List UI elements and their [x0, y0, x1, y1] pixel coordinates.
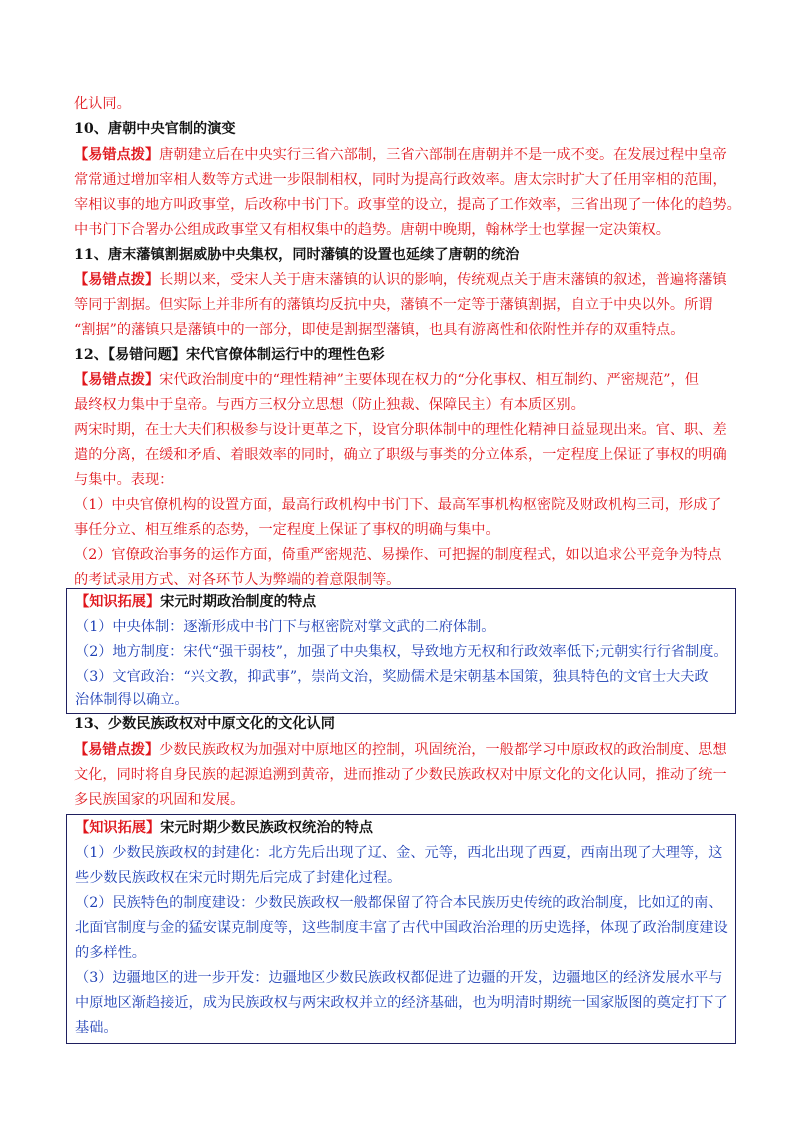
- tip-tag: 【易错点拨】: [74, 372, 160, 388]
- section-heading-12: 12、【易错问题】宋代官僚体制运行中的理性色彩: [74, 347, 385, 363]
- text-line: 文化，同时将自身民族的起源追溯到黄帝，进而推动了少数民族政权对中原文化的文化认同，推动了统一: [74, 767, 727, 783]
- text-line: 【易错点拨】唐朝建立后在中央实行三省六部制，三省六部制在唐朝并不是一成不变。在发展过程中皇帝: [74, 147, 727, 163]
- knowledge-box-song-yuan-politics: [66, 588, 736, 714]
- section-heading-13: 13、少数民族政权对中原文化的文化认同: [74, 716, 335, 732]
- box-line: （3）边疆地区的进一步开发：边疆地区少数民族政权都促进了边疆的开发，边疆地区的经济发展水平与: [75, 970, 723, 986]
- text-line: 事任分立、相互维系的态势，一定程度上保证了事权的明确与集中。: [74, 522, 500, 538]
- box-line: （1）中央体制：逐渐形成中书门下与枢密院对掌文武的二府体制。: [75, 619, 496, 635]
- box-line: （2）地方制度：宋代“强干弱枝”，加强了中央集权，导致地方无权和行政效率低下;元朝实行行省制度。: [75, 644, 728, 660]
- box-line: 些少数民族政权在宋元时期先后完成了封建化过程。: [75, 870, 402, 886]
- text-line: 最终权力集中于皇帝。与西方三权分立思想（防止独裁、保障民主）有本质区别。: [74, 397, 585, 413]
- text-line: 化认同。: [74, 96, 131, 112]
- box-line: （2）民族特色的制度建设：少数民族政权一般都保留了符合本民族历史传统的政治制度，比如辽的南、: [75, 895, 723, 911]
- box-line: 治体制得以确立。: [75, 692, 189, 708]
- text-line: “割据”的藩镇只是藩镇中的一部分，即使是割据型藩镇，也具有游离性和依附性并存的双重特点。: [74, 322, 685, 338]
- text-line: 【易错点拨】少数民族政权为加强对中原地区的控制，巩固统治，一般都学习中原政权的政治制度、思想: [74, 742, 727, 758]
- tip-tag: 【易错点拨】: [74, 742, 160, 758]
- box-line: 北面官制度与金的猛安谋克制度等，这些制度丰富了古代中国政治治理的历史选择，体现了政治制度建设: [75, 920, 728, 936]
- tip-tag: 【易错点拨】: [74, 272, 160, 288]
- box-line: （1）少数民族政权的封建化：北方先后出现了辽、金、元等，西北出现了西夏，西南出现了大理等，这: [75, 845, 723, 861]
- knowledge-tag: 【知识拓展】: [75, 820, 161, 836]
- section-heading-10: 10、唐朝中央官制的演变: [74, 121, 236, 137]
- text-line: 多民族国家的巩固和发展。: [74, 792, 245, 808]
- box-title: 【知识拓展】宋元时期少数民族政权统治的特点: [75, 820, 373, 836]
- text-line: （1）中央官僚机构的设置方面，最高行政机构中书门下、最高军事机构枢密院及财政机构三司，形成了: [74, 497, 722, 513]
- box-line: 基础。: [75, 1020, 118, 1036]
- text-line: 等同于割据。但实际上并非所有的藩镇均反抗中央，藩镇不一定等于藩镇割据，自立于中央以外。所谓: [74, 297, 713, 313]
- text-line: 【易错点拨】长期以来，受宋人关于唐末藩镇的认识的影响，传统观点关于唐末藩镇的叙述，普遍将藩镇: [74, 272, 727, 288]
- text-line: 常常通过增加宰相人数等方式进一步限制相权，同时为提高行政效率。唐太宗时扩大了任用宰相的范围，: [74, 172, 727, 188]
- tip-tag: 【易错点拨】: [74, 147, 160, 163]
- text-line: 与集中。表现：: [74, 472, 174, 488]
- box-line: （3）文官政治：“兴文教，抑武事”，崇尚文治，奖励儒术是宋朝基本国策，独具特色的文官士大夫政: [75, 669, 709, 685]
- text-line: 【易错点拨】宋代政治制度中的“理性精神”主要体现在权力的“分化事权、相互制约、严密规范”，但: [74, 372, 699, 388]
- section-heading-11: 11、唐末藩镇割据威胁中央集权，同时藩镇的设置也延续了唐朝的统治: [74, 247, 520, 263]
- knowledge-tag: 【知识拓展】: [75, 594, 161, 610]
- text-line: 中书门下合署办公组成政事堂又有相权集中的趋势。唐朝中晚期，翰林学士也掌握一定决策权。: [74, 222, 670, 238]
- text-line: 遣的分离，在缓和矛盾、着眼效率的同时，确立了职级与事类的分立体系，一定程度上保证了事权的明确: [74, 447, 727, 463]
- text-line: 宰相议事的地方叫政事堂，后改称中书门下。政事堂的设立，提高了工作效率，三省出现了一体化的趋势。: [74, 197, 741, 213]
- box-title: 【知识拓展】宋元时期政治制度的特点: [75, 594, 317, 610]
- box-line: 的多样性。: [75, 945, 146, 961]
- text-line: 的考试录用方式、对各环节人为弊端的着意限制等。: [74, 572, 401, 588]
- text-line: （2）官僚政治事务的运作方面，倚重严密规范、易操作、可把握的制度程式，如以追求公平竞争为特点: [74, 547, 722, 563]
- text-line: 两宋时期，在士大夫们积极参与设计更革之下，设官分职体制中的理性化精神日益显现出来。官、职、差: [74, 422, 727, 438]
- box-line: 中原地区渐趋接近，成为民族政权与两宋政权并立的经济基础，也为明清时期统一国家版图的奠定打下了: [75, 995, 728, 1011]
- knowledge-box-minority-regimes: [66, 814, 736, 1044]
